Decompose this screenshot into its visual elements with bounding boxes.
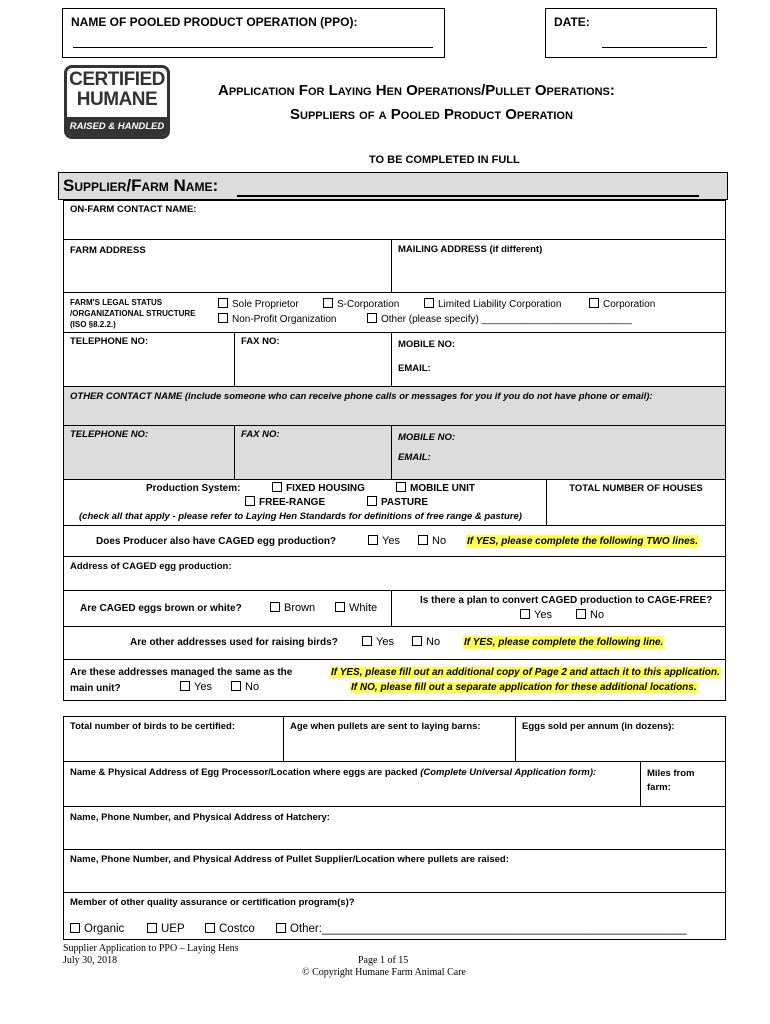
managed-same-cell [63,659,726,701]
llc-option[interactable]: Limited Liability Corporation [424,298,561,310]
convert-question: Is there a plan to convert CAGED production to CAGE-FREE? [420,595,713,606]
eggs-sold-cell[interactable]: Eggs sold per annum (in dozens): [515,716,726,762]
checkbox-icon[interactable] [335,602,345,612]
checkbox-icon[interactable] [576,609,586,619]
other-addresses-yes-option[interactable]: Yes [362,636,394,648]
ppo-name-label: NAME OF POOLED PRODUCT OPERATION (PPO): [71,15,358,29]
checkbox-icon[interactable] [424,298,434,308]
mailing-address-cell[interactable]: MAILING ADDRESS (if different) [391,239,726,293]
caged-address-cell[interactable]: Address of CAGED egg production: [63,556,726,591]
miles-from-farm-cell[interactable]: Miles from farm: [640,761,726,807]
sole-proprietor-option[interactable]: Sole Proprietor [218,298,299,310]
pasture-option[interactable]: PASTURE [367,496,428,508]
pullet-age-cell[interactable]: Age when pullets are sent to laying barns: [283,716,516,762]
other-addresses-note: If YES, please complete the following line. [464,637,664,648]
hatchery-cell[interactable]: Name, Phone Number, and Physical Address of Hatchery: [63,806,726,850]
checkbox-icon[interactable] [270,602,280,612]
complete-in-full: TO BE COMPLETED IN FULL [369,154,520,166]
other-program-option[interactable]: Other:_________________________________________________________ [276,923,687,935]
telephone-2-cell[interactable]: TELEPHONE NO: [63,425,235,480]
white-option[interactable]: White [335,602,377,614]
legal-status-cell: FARM'S LEGAL STATUS /ORGANIZATIONAL STRUCTURE (ISO §8.2.2.) [63,292,726,333]
checkbox-icon[interactable] [589,298,599,308]
managed-note-no: If NO, please fill out a separate application for these additional locations. [351,682,697,693]
date-label: DATE: [554,15,590,29]
checkbox-icon[interactable] [180,681,190,691]
managed-question-line2: main unit? [70,683,121,694]
checkbox-icon[interactable] [205,923,215,933]
caged-no-option[interactable]: No [418,535,446,547]
supplier-name-bar [58,172,728,200]
brown-option[interactable]: Brown [270,602,315,614]
date-field[interactable] [602,47,707,48]
pullet-supplier-cell[interactable]: Name, Phone Number, and Physical Address of Pullet Supplier/Location where pullets are raised: [63,849,726,893]
uep-option[interactable]: UEP [147,923,185,935]
processor-cell[interactable]: Name & Physical Address of Egg Processor/Location where eggs are packed (Complete Universal Application form): [63,761,641,807]
checkbox-icon[interactable] [245,496,255,506]
ppo-name-box [62,8,445,58]
non-profit-option[interactable]: Non-Profit Organization [218,313,337,325]
mobile-email-2-cell[interactable]: MOBILE NO: EMAIL: [391,425,726,480]
copyright: © Copyright Humane Farm Animal Care [302,967,466,978]
on-farm-contact-cell[interactable]: ON-FARM CONTACT NAME: [63,200,726,240]
other-specify-option[interactable]: Other (please specify) ___________________________ [367,313,632,325]
total-houses-cell[interactable]: TOTAL NUMBER OF HOUSES [546,479,726,526]
supplier-name-label: Supplier/Farm Name: [63,176,219,195]
checkbox-icon[interactable] [276,923,286,933]
checkbox-icon[interactable] [412,636,422,646]
caged-note: If YES, please complete the following TWO lines. [467,536,698,547]
caged-yes-option[interactable]: Yes [368,535,400,547]
production-note: (check all that apply - please refer to Laying Hen Standards for definitions of free range & pasture) [79,511,522,522]
managed-no-option[interactable]: No [231,681,259,693]
other-contact-cell[interactable]: OTHER CONTACT NAME (include someone who can receive phone calls or messages for you if you do not have phone or email): [63,386,726,426]
checkbox-icon[interactable] [520,609,530,619]
managed-note-yes: If YES, please fill out an additional copy of Page 2 and attach it to this application. [331,667,720,678]
page-number: Page 1 of 15 [358,955,409,966]
other-addresses-question: Are other addresses used for raising birds? [130,637,338,648]
checkbox-icon[interactable] [218,313,228,323]
member-programs-cell: Member of other quality assurance or certification program(s)? [63,892,726,940]
checkbox-icon[interactable] [362,636,372,646]
birds-total-cell[interactable]: Total number of birds to be certified: [63,716,284,762]
checkbox-icon[interactable] [272,482,282,492]
caged-color-question: Are CAGED eggs brown or white? [80,603,242,614]
convert-yes-option[interactable]: Yes [520,609,552,621]
form-title-line2: Suppliers of a Pooled Product Operation [290,106,573,123]
ppo-name-field[interactable] [73,47,433,48]
organic-option[interactable]: Organic [70,923,124,935]
checkbox-icon[interactable] [323,298,333,308]
fax-2-cell[interactable]: FAX NO: [234,425,392,480]
managed-yes-option[interactable]: Yes [180,681,212,693]
checkbox-icon[interactable] [218,298,228,308]
checkbox-icon[interactable] [418,535,428,545]
checkbox-icon[interactable] [70,923,80,933]
checkbox-icon[interactable] [147,923,157,933]
form-title-line1: Application For Laying Hen Operations/Pullet Operations: [218,82,615,99]
managed-question-line1: Are these addresses managed the same as the [70,667,293,678]
farm-address-cell[interactable]: FARM ADDRESS [63,239,392,293]
checkbox-icon[interactable] [396,482,406,492]
footer-left: Supplier Application to PPO – Laying Hens July 30, 2018 [63,943,239,966]
caged-question: Does Producer also have CAGED egg production? [96,536,337,547]
corporation-option[interactable]: Corporation [589,298,655,310]
supplier-name-field[interactable] [237,195,699,197]
checkbox-icon[interactable] [368,535,378,545]
fax-cell[interactable]: FAX NO: [234,332,392,387]
production-system-label: Production System: [146,483,241,494]
mobile-unit-option[interactable]: MOBILE UNIT [396,482,475,494]
certified-humane-logo: CERTIFIED HUMANE RAISED & HANDLED [64,65,170,139]
date-box [545,8,717,58]
free-range-option[interactable]: FREE-RANGE [245,496,325,508]
checkbox-icon[interactable] [367,496,377,506]
costco-option[interactable]: Costco [205,923,255,935]
checkbox-icon[interactable] [231,681,241,691]
convert-no-option[interactable]: No [576,609,604,621]
mobile-email-cell[interactable]: MOBILE NO: EMAIL: [391,332,726,387]
telephone-cell[interactable]: TELEPHONE NO: [63,332,235,387]
other-addresses-no-option[interactable]: No [412,636,440,648]
s-corporation-option[interactable]: S-Corporation [323,298,399,310]
checkbox-icon[interactable] [367,313,377,323]
fixed-housing-option[interactable]: FIXED HOUSING [272,482,365,494]
